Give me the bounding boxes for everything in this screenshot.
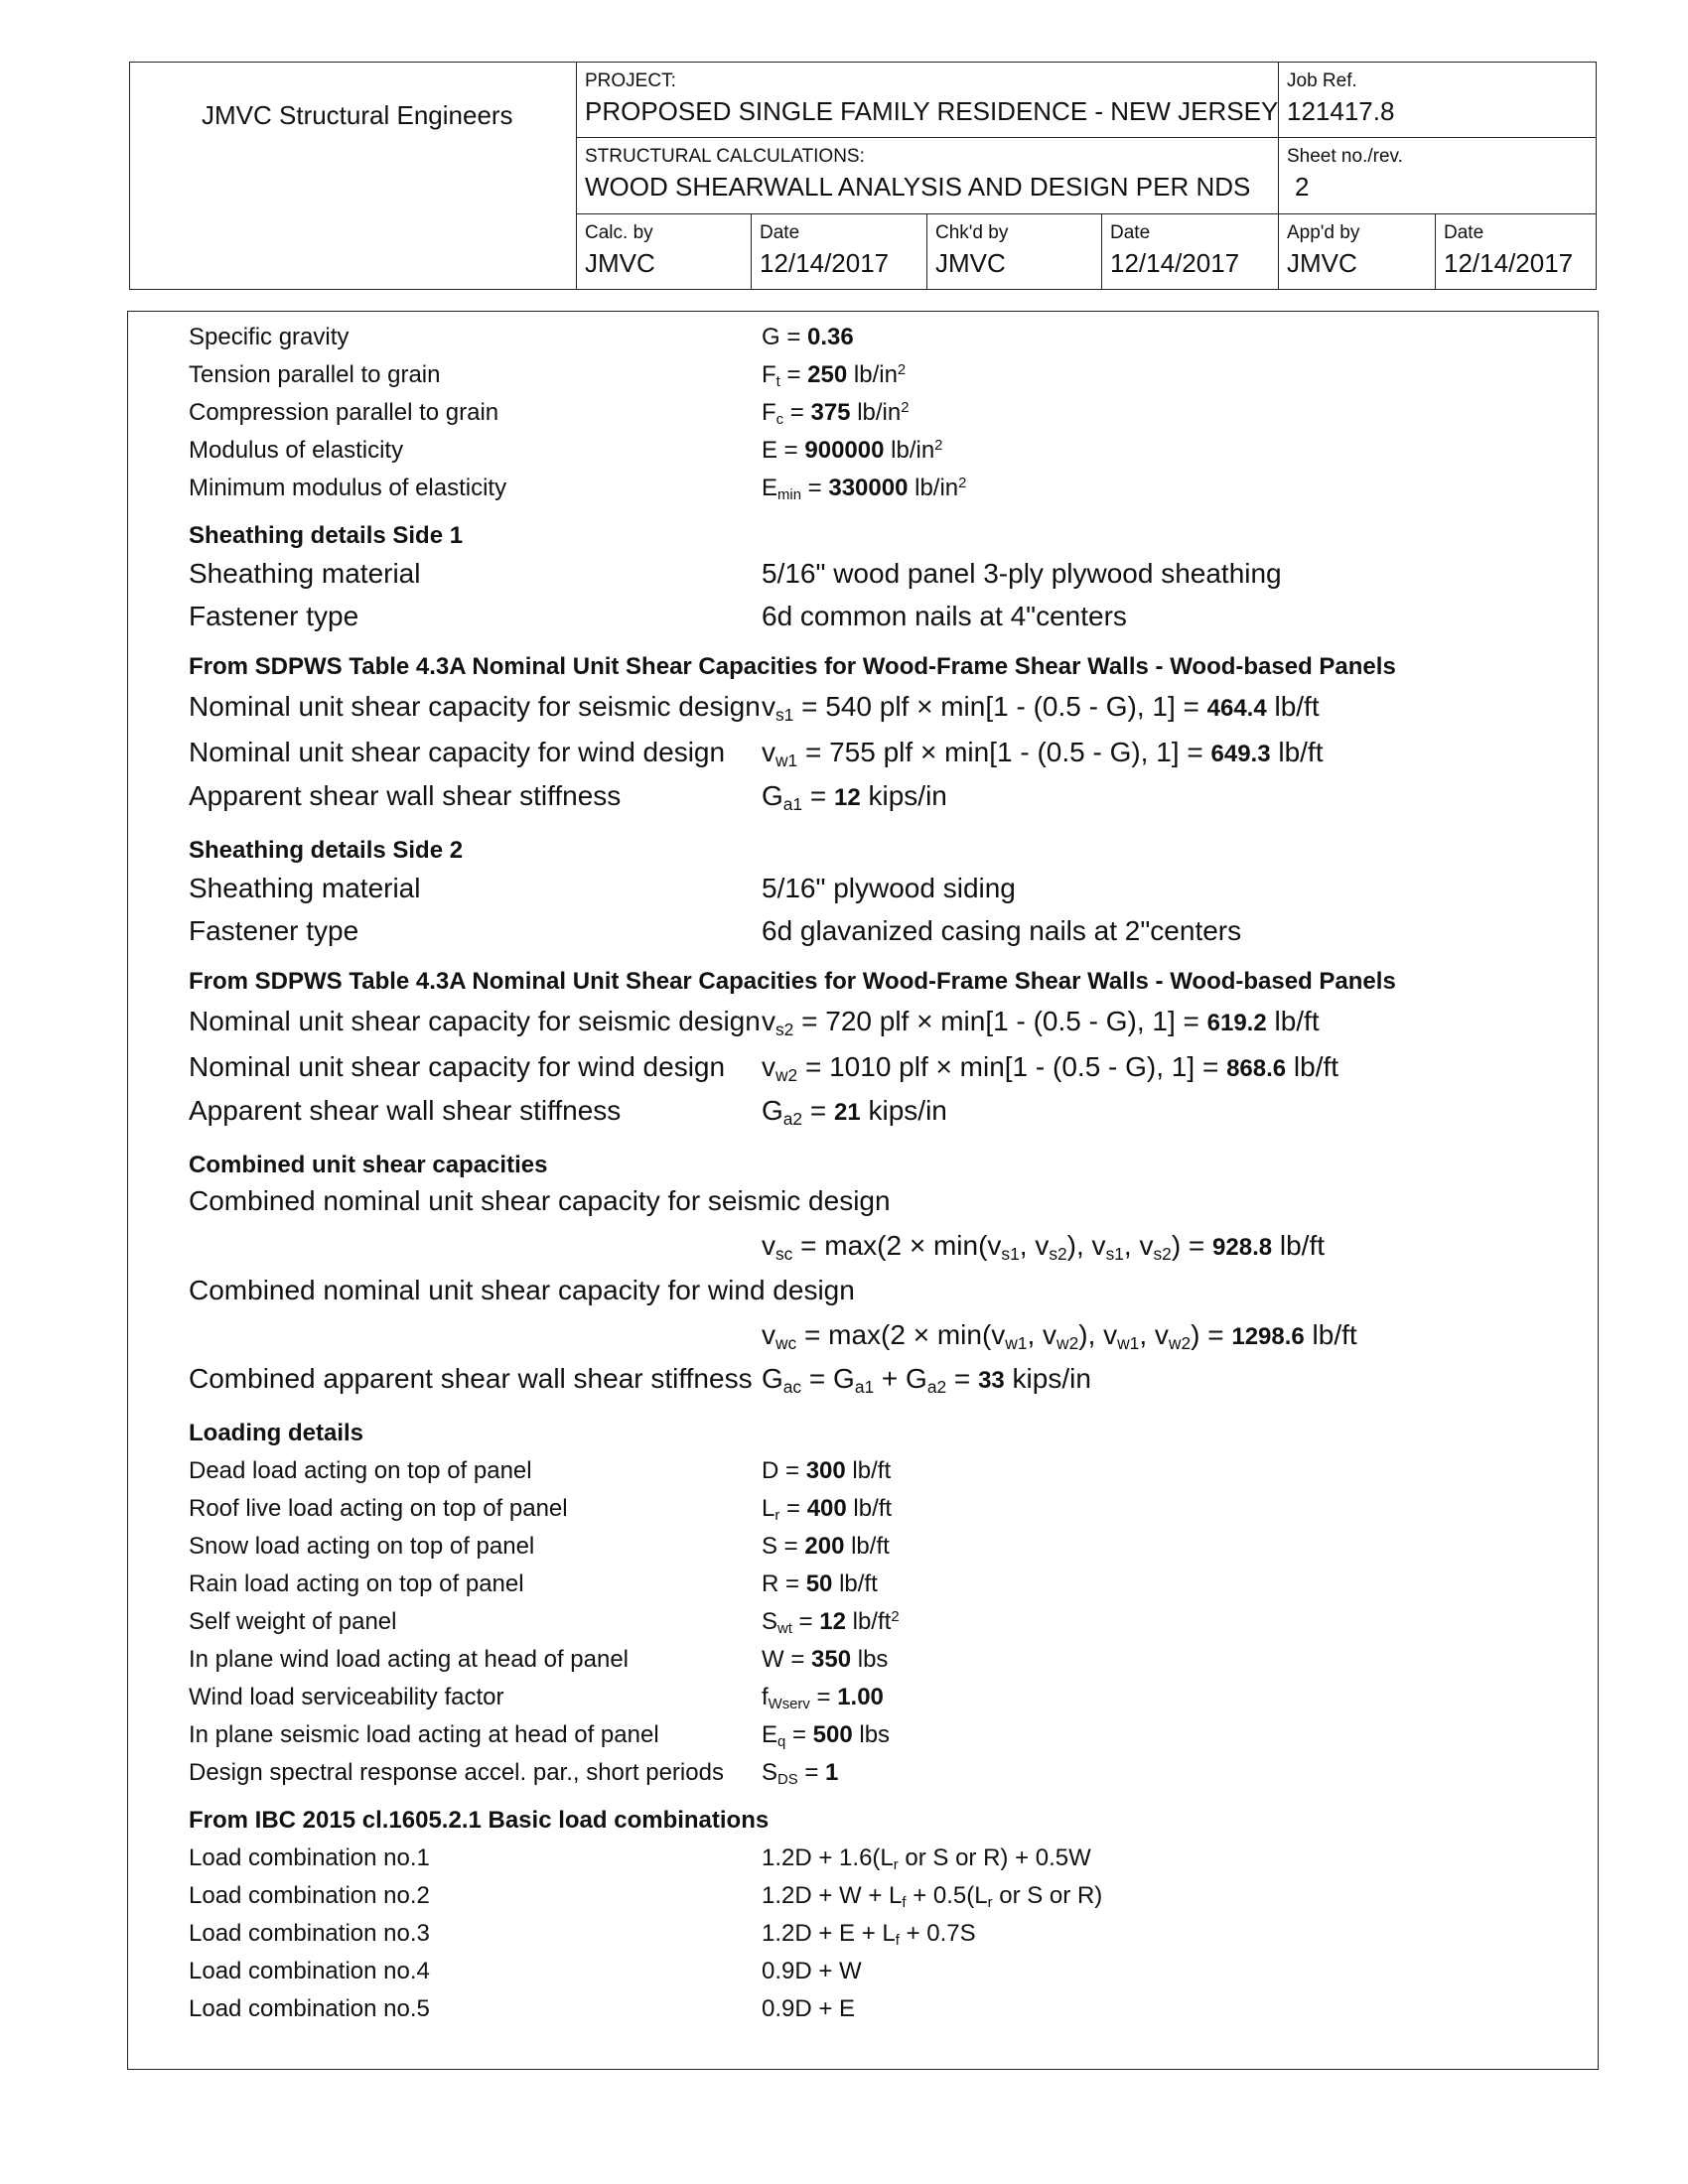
combined-heading: Combined unit shear capacities bbox=[189, 1152, 548, 1178]
wind-factor-label: Wind load serviceability factor bbox=[189, 1684, 504, 1710]
company-name: JMVC Structural Engineers bbox=[202, 100, 513, 130]
company-cell bbox=[130, 63, 577, 289]
calc-by-cell bbox=[577, 214, 752, 289]
job-ref-value: 121417.8 bbox=[1287, 96, 1395, 126]
chkd-by-value: JMVC bbox=[935, 248, 1006, 278]
calc-date-cell bbox=[752, 214, 927, 289]
side1-seismic-value: $v_{s1} = 540$ plf × min[1 - (0.5 - G), 1] = 464.4 lb/ft bbox=[762, 691, 1320, 726]
chkd-by-cell bbox=[927, 214, 1102, 289]
combined-stiffness-label: Combined apparent shear wall shear stiffness bbox=[189, 1363, 753, 1394]
chkd-date-cell bbox=[1102, 214, 1279, 289]
job-ref-cell bbox=[1279, 63, 1596, 138]
side2-seismic-value: $v_{s2} = 720$ plf × min[1 - (0.5 - G), 1] = 619.2 lb/ft bbox=[762, 1006, 1320, 1040]
calcs-label: STRUCTURAL CALCULATIONS: bbox=[585, 146, 865, 167]
job-ref-label: Job Ref. bbox=[1287, 70, 1357, 91]
dead-load-label: Dead load acting on top of panel bbox=[189, 1457, 532, 1484]
dead-load-value: D = 300 lb/ft bbox=[762, 1457, 892, 1484]
side2-fastener-value: 6d glavanized casing nails at 2"centers bbox=[762, 915, 1242, 946]
side2-material-label: Sheathing material bbox=[189, 873, 421, 903]
compression-label: Compression parallel to grain bbox=[189, 399, 499, 426]
calc-date-value: 12/14/2017 bbox=[760, 248, 890, 278]
side1-fastener-value: 6d common nails at 4"centers bbox=[762, 601, 1127, 631]
self-weight-label: Self weight of panel bbox=[189, 1608, 397, 1635]
min-modulus-value: $E_{min} = 330000$ $lb/in^2$ bbox=[762, 475, 967, 504]
side2-fastener-label: Fastener type bbox=[189, 915, 359, 946]
calc-by-label: Calc. by bbox=[585, 222, 653, 243]
title-block bbox=[129, 62, 1597, 290]
side2-seismic-label: Nominal unit shear capacity for seismic design bbox=[189, 1006, 761, 1036]
sds-label: Design spectral response accel. par., short periods bbox=[189, 1759, 724, 1786]
sheet-label: Sheet no./rev. bbox=[1287, 146, 1403, 167]
loading-heading: Loading details bbox=[189, 1420, 364, 1446]
side1-wind-label: Nominal unit shear capacity for wind design bbox=[189, 737, 726, 767]
combination-label: Load combination no.3 bbox=[189, 1920, 430, 1947]
side2-stiffness-label: Apparent shear wall shear stiffness bbox=[189, 1095, 622, 1126]
appd-by-cell bbox=[1279, 214, 1436, 289]
min-modulus-label: Minimum modulus of elasticity bbox=[189, 475, 507, 501]
combinations-heading: From IBC 2015 cl.1605.2.1 Basic load combinations bbox=[189, 1807, 770, 1834]
chkd-date-value: 12/14/2017 bbox=[1110, 248, 1240, 278]
combined-wind-value: $v_{wc} = \max(2 \times \min(v_{w1}$, $v_{w2}$), $v_{w1}$, $v_{w2}) = 1298.6$ lb/ft bbox=[762, 1319, 1357, 1354]
appd-by-label: App'd by bbox=[1287, 222, 1360, 243]
project-label: PROJECT: bbox=[585, 70, 676, 91]
combined-seismic-label: Combined nominal unit shear capacity for seismic design bbox=[189, 1185, 891, 1216]
side2-material-value: 5/16" plywood siding bbox=[762, 873, 1016, 903]
tension-value: $F_t = 250$ $lb/in^2$ bbox=[762, 361, 907, 391]
roof-live-load-label: Roof live load acting on top of panel bbox=[189, 1495, 568, 1522]
side1-stiffness-label: Apparent shear wall shear stiffness bbox=[189, 780, 622, 811]
specific-gravity-label: Specific gravity bbox=[189, 324, 350, 350]
side2-wind-value: $v_{w2} = 1010$ plf × min[1 - (0.5 - G), 1] = 868.6 lb/ft bbox=[762, 1051, 1339, 1086]
calcs-title: WOOD SHEARWALL ANALYSIS AND DESIGN PER NDS bbox=[585, 172, 1251, 202]
side2-table-heading: From SDPWS Table 4.3A Nominal Unit Shear Capacities for Wood-Frame Shear Walls - Wood-based Panels bbox=[189, 968, 1396, 995]
combination-formula: 0.9D + E bbox=[762, 1995, 856, 2022]
rain-load-label: Rain load acting on top of panel bbox=[189, 1570, 524, 1597]
chkd-by-label: Chk'd by bbox=[935, 222, 1009, 243]
calcs-cell bbox=[577, 138, 1279, 214]
side1-heading: Sheathing details Side 1 bbox=[189, 522, 464, 549]
compression-value: $F_c = 375$ $lb/in^2$ bbox=[762, 399, 910, 429]
roof-live-load-value: $L_r = 400$ lb/ft bbox=[762, 1495, 893, 1525]
side1-material-label: Sheathing material bbox=[189, 558, 421, 589]
tension-label: Tension parallel to grain bbox=[189, 361, 441, 388]
calc-by-value: JMVC bbox=[585, 248, 655, 278]
modulus-label: Modulus of elasticity bbox=[189, 437, 404, 464]
combination-label: Load combination no.5 bbox=[189, 1995, 430, 2022]
snow-load-label: Snow load acting on top of panel bbox=[189, 1533, 535, 1560]
sheet-value: 2 bbox=[1295, 172, 1310, 202]
appd-by-value: JMVC bbox=[1287, 248, 1357, 278]
wind-load-value: W = 350 lbs bbox=[762, 1646, 889, 1673]
combined-seismic-value: $v_{sc} = \max(2 \times \min(v_{s1}$, $v_{s2}$), $v_{s1}$, $v_{s2}) = 928.8$ lb/ft bbox=[762, 1230, 1326, 1265]
seismic-load-value: $E_q = 500$ lbs bbox=[762, 1721, 891, 1751]
side1-table-heading: From SDPWS Table 4.3A Nominal Unit Shear Capacities for Wood-Frame Shear Walls - Wood-based Panels bbox=[189, 653, 1396, 680]
specific-gravity-value: G = 0.36 bbox=[762, 324, 854, 350]
snow-load-value: S = 200 lb/ft bbox=[762, 1533, 890, 1560]
combination-formula: $1.2D + E + L_f + 0.7S$ bbox=[762, 1920, 976, 1950]
rain-load-value: R = 50 lb/ft bbox=[762, 1570, 878, 1597]
wind-factor-value: $f_{Wserv} = 1.00$ bbox=[762, 1684, 884, 1713]
self-weight-value: $S_{wt} = 12$ $lb/ft^2$ bbox=[762, 1608, 900, 1638]
side1-fastener-label: Fastener type bbox=[189, 601, 359, 631]
combined-stiffness-value: $G_{ac} = G_{a1} + G_{a2} = 33$ kips/in bbox=[762, 1363, 1091, 1398]
side1-stiffness-value: $G_{a1} = 12$ kips/in bbox=[762, 780, 947, 815]
calc-date-label: Date bbox=[760, 222, 800, 243]
side2-stiffness-value: $G_{a2} = 21$ kips/in bbox=[762, 1095, 947, 1130]
side2-heading: Sheathing details Side 2 bbox=[189, 837, 464, 864]
modulus-value: E = 900000 $lb/in^2$ bbox=[762, 437, 943, 464]
chkd-date-label: Date bbox=[1110, 222, 1151, 243]
project-cell bbox=[577, 63, 1279, 138]
wind-load-label: In plane wind load acting at head of panel bbox=[189, 1646, 630, 1673]
side2-wind-label: Nominal unit shear capacity for wind design bbox=[189, 1051, 726, 1082]
combined-wind-label: Combined nominal unit shear capacity for wind design bbox=[189, 1275, 855, 1305]
combination-label: Load combination no.4 bbox=[189, 1958, 430, 1984]
combination-formula: $1.2D + 1.6(L_r$ or S or R) + 0.5W bbox=[762, 1844, 1091, 1874]
combination-label: Load combination no.2 bbox=[189, 1882, 430, 1909]
sds-value: $S_{DS} = 1$ bbox=[762, 1759, 839, 1789]
project-name: PROPOSED SINGLE FAMILY RESIDENCE - NEW JERSEY bbox=[585, 96, 1279, 126]
combination-label: Load combination no.1 bbox=[189, 1844, 430, 1871]
appd-date-value: 12/14/2017 bbox=[1444, 248, 1574, 278]
combination-formula: $1.2D + W + L_f + 0.5(L_r$ or S or R) bbox=[762, 1882, 1103, 1912]
combination-formula: 0.9D + W bbox=[762, 1958, 862, 1984]
appd-date-label: Date bbox=[1444, 222, 1484, 243]
side1-material-value: 5/16" wood panel 3-ply plywood sheathing bbox=[762, 558, 1282, 589]
side1-wind-value: $v_{w1} = 755$ plf × min[1 - (0.5 - G), 1] = 649.3 lb/ft bbox=[762, 737, 1324, 771]
appd-date-cell bbox=[1436, 214, 1596, 289]
seismic-load-label: In plane seismic load acting at head of panel bbox=[189, 1721, 659, 1748]
sheet-cell bbox=[1279, 138, 1596, 214]
side1-seismic-label: Nominal unit shear capacity for seismic design bbox=[189, 691, 761, 722]
